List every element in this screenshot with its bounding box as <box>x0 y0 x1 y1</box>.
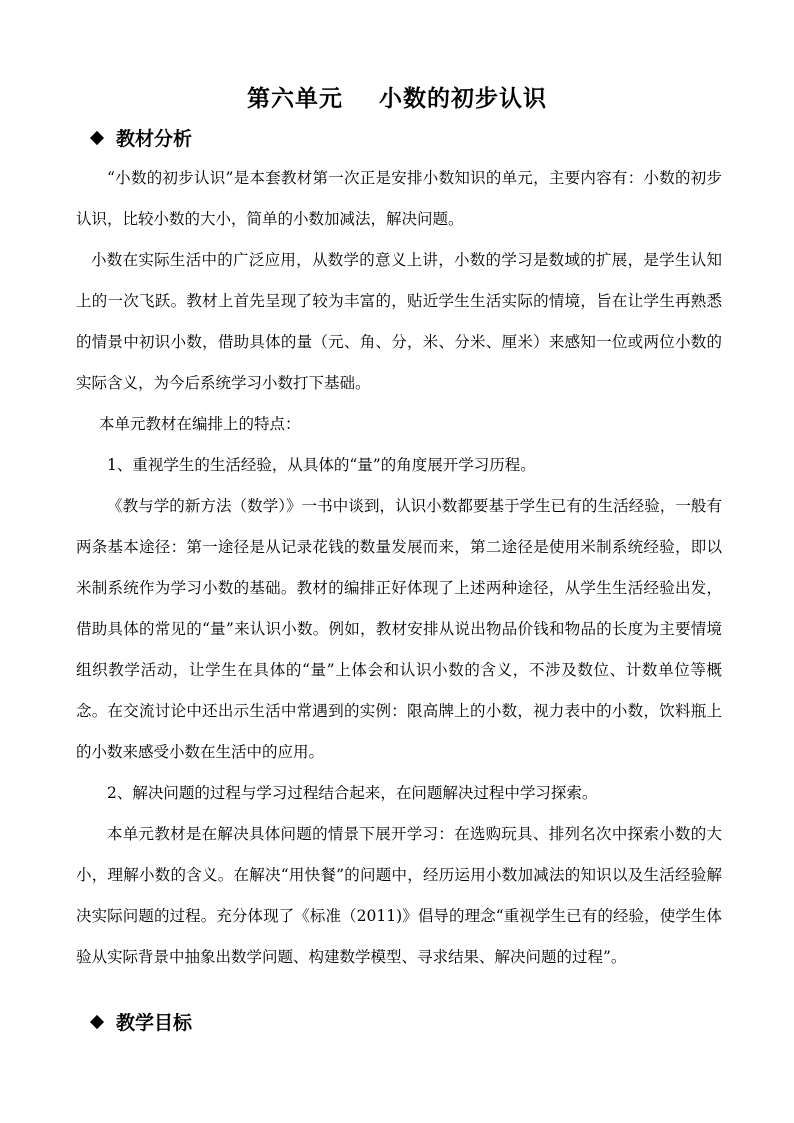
paragraph: 小数在实际生活中的广泛应用，从数学的意义上讲，小数的学习是数域的扩展，是学生认知上的一次飞跃。教材上首先呈现了较为丰富的，贴近学生生活实际的情境，旨在让学生再熟悉的情景中初识小数，借助具体的量（元、角、分，米、分米、厘米）来感知一位或两位小数的实际含义，为今后系统学习小数打下基础。 <box>76 251 722 392</box>
section-heading-text: 教材分析 <box>116 128 193 150</box>
paragraph: 2、解决问题的过程与学习过程结合起来，在问题解决过程中学习探索。 <box>107 784 598 802</box>
paragraph: 1、重视学生的生活经验，从具体的“量”的角度展开学习历程。 <box>107 456 536 474</box>
page-title: 第六单元 小数的初步认识 <box>246 85 548 112</box>
section-heading-objectives <box>90 1008 192 1035</box>
section-heading-text: 教学目标 <box>116 1012 193 1034</box>
paragraph: 《教与学的新方法（数学）》一书中谈到，认识小数都要基于学生已有的生活经验，一般有两条基本途径：第一途径是从记录花钱的数量发展而来，第二途径是使用米制系统经验，即以米制系统作为学习小数的基础。教材的编排正好体现了上述两种途径，从学生生活经验出发，借助具体的常见的“量”来认识小数。例如，教材安排从说出物品价钱和物品的长度为主要情境组织教学活动，让学生在具体的“量”上体会和认识小数的含义，不涉及数位、计数单位等概念。在交流讨论中还出示生活中常遇到的实例：限高牌上的小数，视力表中的小数，饮料瓶上的小数来感受小数在生活中的应用。 <box>76 497 722 761</box>
paragraph: “小数的初步认识”是本套教材第一次正是安排小数知识的单元，主要内容有：小数的初步认识，比较小数的大小，简单的小数加减法，解决问题。 <box>76 169 722 228</box>
section-heading-analysis <box>90 124 192 151</box>
paragraph: 本单元教材在编排上的特点： <box>99 415 301 433</box>
diamond-bullet-icon <box>90 1014 104 1028</box>
diamond-bullet-icon <box>90 130 104 144</box>
body-text-block <box>76 158 722 978</box>
paragraph: 本单元教材是在解决具体问题的情景下展开学习：在选购玩具、排列名次中探索小数的大小，理解小数的含义。在解决“用快餐”的问题中，经历运用小数加减法的知识以及生活经验解决实际问题的过程。充分体现了《标准（2011)》倡导的理念“重视学生已有的经验，使学生体验从实际背景中抽象出数学问题、构建数学模型、寻求结果、解决问题的过程”。 <box>76 825 722 966</box>
